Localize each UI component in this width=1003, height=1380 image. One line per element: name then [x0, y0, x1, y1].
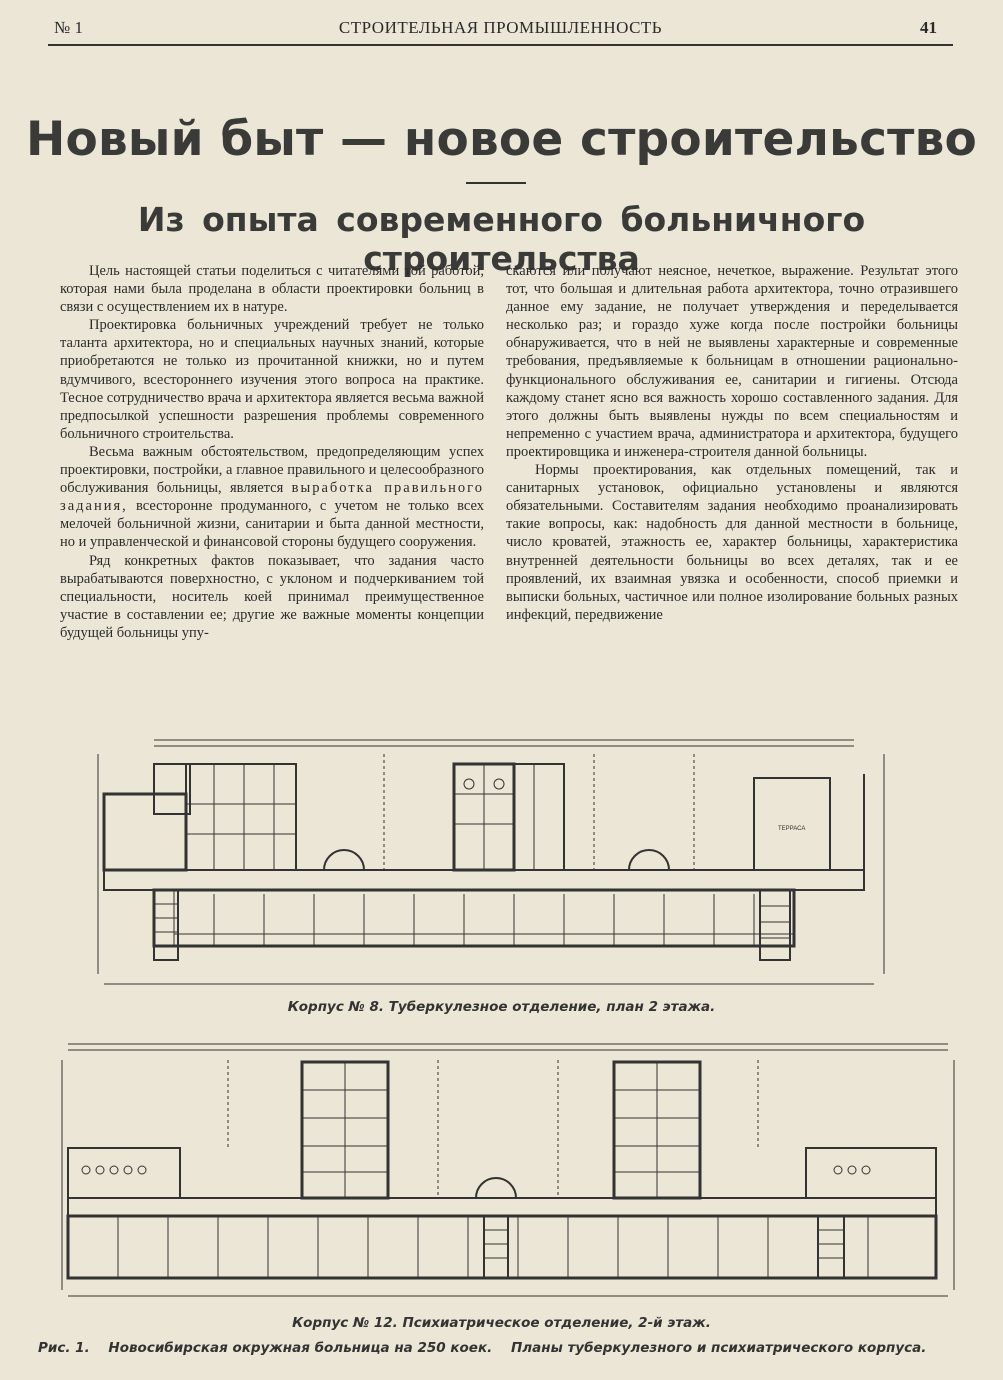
right-column [506, 262, 958, 624]
figure-label: Рис. 1. [38, 1340, 90, 1356]
paragraph: Нормы проектирования, как отдельных помещений, так и санитарных установок, официально установлены и являются обязательными. Составителям задания необходимо проанализировать такие вопросы, как: надобность для данной местности в больнице, число кроватей, этажность ее, характер больницы, характеристика внутренней деятельности больницы во всех деталях, так и ее проявлений, их взаимная увязка и особенности, способ приемки и выписки больных, частичное или полное изолирование больных разных инфекций, передвижение [506, 462, 958, 623]
floor-plan-tuberculosis [94, 734, 894, 992]
paragraph-end: всесторонне продуманного, с учетом не только всех мелочей больничной жизни, санитарии и быта данной местности, но и управленческой и финансовой стороны будущего сооружения. [60, 498, 485, 551]
figure-caption [38, 1340, 968, 1356]
figure-title: Новосибирская окружная больница на 250 коек. [108, 1340, 493, 1356]
title-divider [466, 182, 526, 184]
article-subtitle: Из опыта современного больничного строительства [137, 200, 866, 278]
terrace-label: ТЕРРАСА [778, 826, 806, 832]
article-title: Новый быт — новое строительство [25, 112, 978, 167]
paragraph-start: Весьма важным обстоятельством, предопределяющим успех проектировки, постройки, а главное правильного и целесообразного обслуживания больницы, является [60, 443, 484, 497]
floor-plan-drawing [58, 1040, 958, 1302]
paragraph: Цель настоящей статьи поделиться с читателями той работой, которая нами была проделана в области проектировки больниц в связи с осуществлением их в натуре. [60, 263, 484, 316]
plan2-caption: Корпус № 12. Психиатрическое отделение, 2-й этаж. [292, 1315, 711, 1331]
plan1-caption: Корпус № 8. Туберкулезное отделение, план 2 этажа. [287, 999, 716, 1015]
paragraph: Ряд конкретных фактов показывает, что задания часто вырабатываются поверхностно, с уклоном и подчеркиванием той специальности, носитель коей принимал преимущественное участие в составлении ее; другие же важные моменты концепции будущей больницы упу- [60, 552, 484, 641]
issue-number: № 1 [54, 18, 83, 37]
paragraph [60, 443, 484, 552]
journal-title: СТРОИТЕЛЬНАЯ ПРОМЫШЛЕННОСТЬ [338, 18, 663, 37]
page-number: 41 [920, 18, 937, 37]
floor-plan-psychiatric [58, 1040, 958, 1302]
floor-plan-drawing [94, 734, 894, 992]
left-column [60, 262, 484, 642]
page-header [48, 14, 953, 46]
paragraph: Проектировка больничных учреждений требует не только таланта архитектора, но и специальных научных знаний, которые приобретаются не только из прочитанной книжки, но и путем вдумчивого, всестороннего изучения этого вопроса на практике. Тесное сотрудничество врача и архитектора является весьма важной предпосылкой успешности разрешения проблемы современного больничного строительства. [60, 317, 484, 442]
emphasis-spaced: выработка правильного задания, [60, 480, 484, 515]
paragraph: скаются или получают неясное, нечеткое, выражение. Результат этого тот, что большая и длительная работа архитектора, точно отразившего данное ему задание, не получает утверждения и переделывается несколько раз; и гораздо хуже когда после постройки больницы обнаруживается, что в ней не выявлены характерные и современные требования, предъявляемые к больницам в отношении рационально-функционального обслуживания ее, санитарии и гигиены. Отсюда каждому станет ясно вся важность хорошо составленного задания. Для этого должны быть выявлены нужды по всем специальностям и непременно с участием врача, администратора и архитектора, будущего проектировщика и инженера-строителя данной больницы. [506, 263, 958, 460]
figure-subtitle: Планы туберкулезного и психиатрического корпуса. [510, 1340, 927, 1356]
